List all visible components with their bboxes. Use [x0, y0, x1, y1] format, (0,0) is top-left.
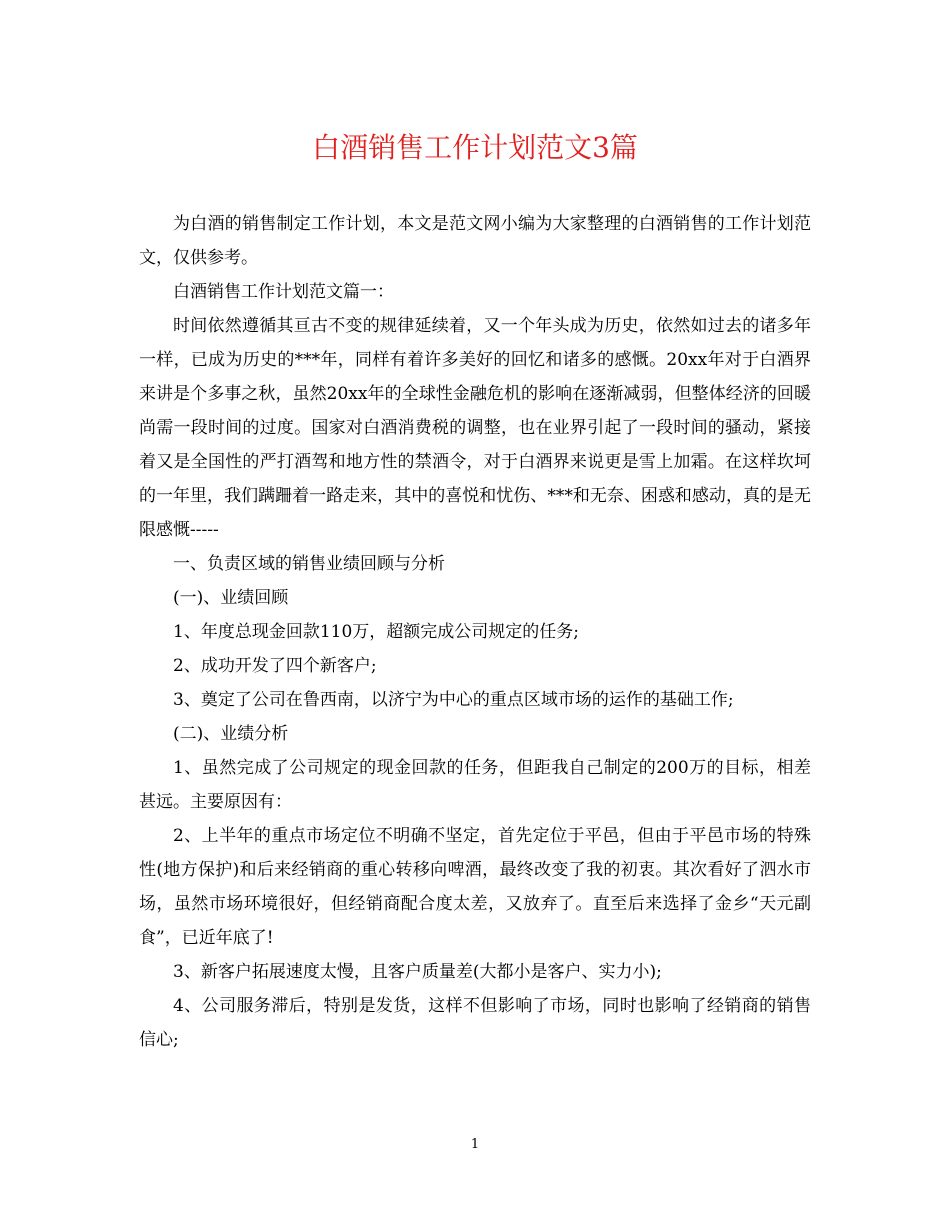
document-title: 白酒销售工作计划范文3篇 [312, 131, 638, 164]
document-body [139, 207, 811, 1057]
subsection-heading: (二)、业绩分析 [173, 724, 289, 744]
list-item: 1、年度总现金回款110万，超额完成公司规定的任务; [173, 622, 579, 642]
subsection-heading: (一)、业绩回顾 [173, 588, 289, 608]
list-item: 2、成功开发了四个新客户; [173, 656, 377, 676]
section-heading: 一、负责区域的销售业绩回顾与分析 [173, 554, 445, 574]
list-item: 2、上半年的重点市场定位不明确不坚定，首先定位于平邑，但由于平邑市场的特殊性(地方保护)和后来经销商的重心转移向啤酒，最终改变了我的初衷。其次看好了泗水市场，虽然市场环境很好，但经销商配合度太差，又放弃了。直至后来选择了金乡“天元副食”，已近年底了! [139, 826, 811, 948]
list-item: 3、奠定了公司在鲁西南，以济宁为中心的重点区域市场的运作的基础工作; [173, 690, 734, 710]
page-number: 1 [470, 1137, 480, 1152]
list-item: 1、虽然完成了公司规定的现金回款的任务，但距我自己制定的200万的目标，相差甚远。主要原因有： [139, 758, 811, 812]
section-heading-part-one: 白酒销售工作计划范文篇一： [173, 282, 394, 302]
intro-paragraph: 为白酒的销售制定工作计划，本文是范文网小编为大家整理的白酒销售的工作计划范文，仅供参考。 [139, 214, 811, 268]
list-item: 4、公司服务滞后，特别是发货，这样不但影响了市场，同时也影响了经销商的销售信心; [139, 996, 811, 1050]
list-item: 3、新客户拓展速度太慢，且客户质量差(大都小是客户、实力小); [173, 962, 662, 982]
body-paragraph: 时间依然遵循其亘古不变的规律延续着，又一个年头成为历史，依然如过去的诸多年一样，已成为历史的***年，同样有着许多美好的回忆和诸多的感慨。20xx年对于白酒界来讲是个多事之秋，虽然20xx年的全球性金融危机的影响在逐渐减弱，但整体经济的回暖尚需一段时间的过度。国家对白酒消费税的调整，也在业界引起了一段时间的骚动，紧接着又是全国性的严打酒驾和地方性的禁酒令，对于白酒界来说更是雪上加霜。在这样坎坷的一年里，我们蹒跚着一路走来，其中的喜悦和忧伤、***和无奈、困惑和感动，真的是无限感慨----- [139, 316, 811, 540]
